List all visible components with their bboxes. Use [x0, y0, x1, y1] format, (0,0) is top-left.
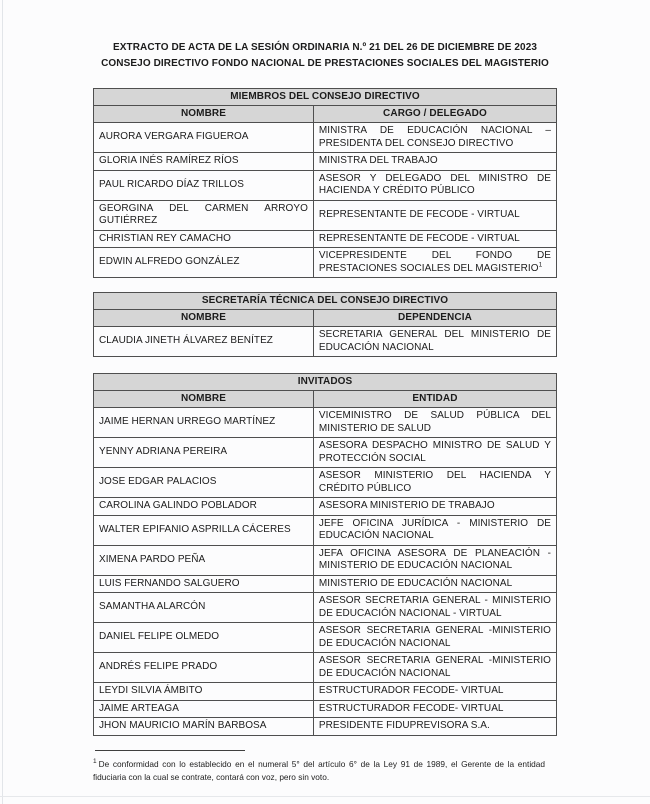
photo-edge-artifact-left: [2, 0, 3, 804]
name-cell: EDWIN ALFREDO GONZÁLEZ: [94, 248, 314, 278]
table-row: [94, 123, 557, 153]
table-row: [94, 230, 557, 248]
name-cell: YENNY ADRIANA PEREIRA: [94, 438, 314, 468]
table-row: [94, 718, 557, 736]
table-section-secretaria: [93, 292, 557, 357]
table-row: [94, 575, 557, 593]
table-row: [94, 498, 557, 516]
footnote-text: De conformidad con lo establecido en el numeral 5° del artículo 6° de la Ley 91 de 1989, el Gerente de la entidad fiduciaria con la cual se contrate, contará con voz, pero sin voto.: [93, 758, 545, 782]
table-section-miembros: [93, 88, 557, 278]
document-title: [93, 40, 557, 71]
value-cell: MINISTERIO DE EDUCACIÓN NACIONAL: [313, 575, 556, 593]
value-cell: ESTRUCTURADOR FECODE- VIRTUAL: [313, 683, 556, 701]
name-cell: JAIME HERNAN URREGO MARTÍNEZ: [94, 408, 314, 438]
value-cell: JEFE OFICINA JURÍDICA - MINISTERIO DE EDUCACIÓN NACIONAL: [313, 515, 556, 545]
column-header-nombre: NOMBRE: [94, 106, 314, 123]
table-row: [94, 170, 557, 200]
table-row: [94, 653, 557, 683]
table-row: [94, 153, 557, 171]
name-cell: GLORIA INÉS RAMÍREZ RÍOS: [94, 153, 314, 171]
name-cell: XIMENA PARDO PEÑA: [94, 545, 314, 575]
value-cell: MINISTRA DE EDUCACIÓN NACIONAL – PRESIDENTA DEL CONSEJO DIRECTIVO: [313, 123, 556, 153]
table-row: [94, 700, 557, 718]
value-cell: VICEPRESIDENTE DEL FONDO DE PRESTACIONES SOCIALES DEL MAGISTERIO$^1$: [313, 248, 556, 278]
name-cell: LEYDI SILVIA ÁMBITO: [94, 683, 314, 701]
table-row: [94, 438, 557, 468]
table-invitados: [93, 373, 557, 736]
value-cell: SECRETARIA GENERAL DEL MINISTERIO DE EDUCACIÓN NACIONAL: [313, 327, 556, 357]
value-cell: ASESOR SECRETARIA GENERAL - MINISTERIO DE EDUCACIÓN NACIONAL - VIRTUAL: [313, 593, 556, 623]
value-cell: REPRESENTANTE DE FECODE - VIRTUAL: [313, 230, 556, 248]
table-row: [94, 593, 557, 623]
name-cell: JOSE EDGAR PALACIOS: [94, 468, 314, 498]
footnote-ref: 1: [538, 261, 543, 269]
column-header-nombre: NOMBRE: [94, 310, 314, 327]
name-cell: DANIEL FELIPE OLMEDO: [94, 623, 314, 653]
name-cell: CLAUDIA JINETH ÁLVAREZ BENÍTEZ: [94, 327, 314, 357]
table-row: [94, 545, 557, 575]
name-cell: ANDRÉS FELIPE PRADO: [94, 653, 314, 683]
footnote: [93, 750, 545, 784]
table-row: [94, 248, 557, 278]
table-body: [94, 123, 557, 278]
value-cell: ASESORA DESPACHO MINISTRO DE SALUD Y PROTECCIÓN SOCIAL: [313, 438, 556, 468]
table-row: [94, 623, 557, 653]
table-title: SECRETARÍA TÉCNICA DEL CONSEJO DIRECTIVO: [94, 293, 557, 310]
document-title-line1: EXTRACTO DE ACTA DE LA SESIÓN ORDINARIA N.º 21 DEL 26 DE DICIEMBRE DE 2023: [112, 42, 538, 53]
table-row: [94, 327, 557, 357]
table-secretaria-tecnica: [93, 292, 557, 357]
column-header-entidad: ENTIDAD: [313, 391, 556, 408]
table-section-invitados: [93, 373, 557, 736]
name-cell: PAUL RICARDO DÍAZ TRILLOS: [94, 170, 314, 200]
table-row: [94, 515, 557, 545]
name-cell: GEORGINA DEL CARMEN ARROYO GUTIÉRREZ: [94, 200, 314, 230]
value-cell: ASESOR Y DELEGADO DEL MINISTRO DE HACIENDA Y CRÉDITO PÚBLICO: [313, 170, 556, 200]
name-cell: JHON MAURICIO MARÍN BARBOSA: [94, 718, 314, 736]
table-title: MIEMBROS DEL CONSEJO DIRECTIVO: [94, 89, 557, 106]
footnote-separator: [95, 750, 245, 751]
table-row: [94, 468, 557, 498]
value-cell: VICEMINISTRO DE SALUD PÚBLICA DEL MINISTERIO DE SALUD: [313, 408, 556, 438]
column-header-cargo-delegado: CARGO / DELEGADO: [313, 106, 556, 123]
value-cell: PRESIDENTE FIDUPREVISORA S.A.: [313, 718, 556, 736]
table-body: [94, 408, 557, 736]
column-header-dependencia: DEPENDENCIA: [313, 310, 556, 327]
value-cell: ASESOR MINISTERIO DEL HACIENDA Y CRÉDITO PÚBLICO: [313, 468, 556, 498]
name-cell: WALTER EPIFANIO ASPRILLA CÁCERES: [94, 515, 314, 545]
document-title-line2: CONSEJO DIRECTIVO FONDO NACIONAL DE PRESTACIONES SOCIALES DEL MAGISTERIO: [101, 57, 549, 69]
table-row: [94, 683, 557, 701]
value-cell: MINISTRA DEL TRABAJO: [313, 153, 556, 171]
name-cell: JAIME ARTEAGA: [94, 700, 314, 718]
name-cell: CHRISTIAN REY CAMACHO: [94, 230, 314, 248]
column-header-nombre: NOMBRE: [94, 391, 314, 408]
value-cell: ASESORA MINISTERIO DE TRABAJO: [313, 498, 556, 516]
name-cell: LUIS FERNANDO SALGUERO: [94, 575, 314, 593]
table-row: [94, 408, 557, 438]
table-row: [94, 200, 557, 230]
table-body: [94, 327, 557, 357]
name-cell: SAMANTHA ALARCÓN: [94, 593, 314, 623]
name-cell: CAROLINA GALINDO POBLADOR: [94, 498, 314, 516]
value-cell: JEFA OFICINA ASESORA DE PLANEACIÓN - MINISTERIO DE EDUCACIÓN NACIONAL: [313, 545, 556, 575]
footnote-marker: 1: [93, 757, 97, 765]
photo-edge-artifact-bottom: [0, 796, 650, 797]
name-cell: AURORA VERGARA FIGUEROA: [94, 123, 314, 153]
table-miembros-consejo-directivo: [93, 88, 557, 278]
table-title: INVITADOS: [94, 374, 557, 391]
document-page: [93, 40, 557, 784]
value-cell: ESTRUCTURADOR FECODE- VIRTUAL: [313, 700, 556, 718]
value-cell: ASESOR SECRETARIA GENERAL -MINISTERIO DE EDUCACIÓN NACIONAL: [313, 623, 556, 653]
value-cell: REPRESENTANTE DE FECODE - VIRTUAL: [313, 200, 556, 230]
value-cell: ASESOR SECRETARIA GENERAL -MINISTERIO DE EDUCACIÓN NACIONAL: [313, 653, 556, 683]
